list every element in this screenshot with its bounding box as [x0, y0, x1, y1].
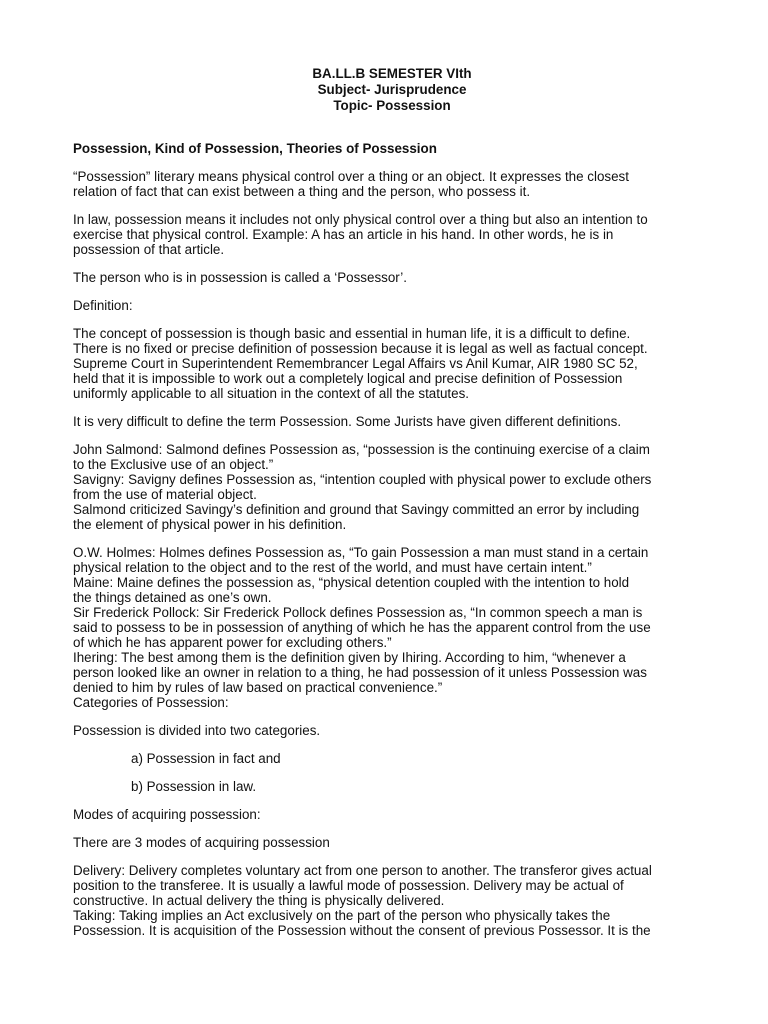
paragraph-jurists-intro: It is very difficult to define the term Possession. Some Jurists have given different definitions. [73, 414, 622, 429]
header-topic: Topic- Possession [333, 98, 451, 113]
section-title: Possession, Kind of Possession, Theories of Possession [73, 141, 437, 156]
header-subject: Subject- Jurisprudence [317, 82, 467, 97]
paragraph-modes-count: There are 3 modes of acquiring possession [73, 835, 330, 850]
document-page [73, 66, 703, 938]
paragraph-modes-heading: Modes of acquiring possession: [73, 807, 261, 822]
list-item-possession-in-fact: a) Possession in fact and [131, 751, 281, 766]
paragraph-holmes-maine-pollock-ihering: O.W. Holmes: Holmes defines Possession as, “To gain Possession a man must stand in a certain physical relation to the object and to the rest of the world, and must have certain intent.” Maine: Maine defines the possession as, “physical detention coupled with the intention to hold the things detained as one’s own. Sir Frederick Pollock: Sir Frederick Pollock defines Possession as, “In common speech a man is said to possess to be in possession of anything of which he has the apparent control from the use of which he has apparent power for excluding others.” Ihering: The best among them is the definition given by Ihiring. According to him, “whenever a person looked like an owner in relation to a thing, he had possession of it unless Possession was denied to him by rules of law based on practical convenience.” Categories of Possession: [73, 545, 651, 710]
list-item-possession-in-law: b) Possession in law. [131, 779, 257, 794]
paragraph-delivery-taking: Delivery: Delivery completes voluntary act from one person to another. The transferor gives actual position to the transferee. It is usually a lawful mode of possession. Delivery may be actual of constructive. In actual delivery the thing is physically delivered. Taking: Taking implies an Act exclusively on the part of the person who physically takes the Possession. It is acquisition of the Possession without the consent of previous Possessor. It is the [73, 863, 652, 938]
paragraph-possession-in-law: In law, possession means it includes not only physical control over a thing but also an intention to exercise that physical control. Example: A has an article in his hand. In other words, he is in possession of that article. [73, 212, 648, 257]
paragraph-concept: The concept of possession is though basic and essential in human life, it is a difficult to define. There is no fixed or precise definition of possession because it is legal as well as factual concept. Supreme Court in Superintendent Remembrancer Legal Affairs vs Anil Kumar, AIR 1980 SC 52, held that it is impossible to work out a completely logical and precise definition of Possession uniformly applicable to all situation in the context of all the statutes. [73, 326, 648, 401]
document-header [73, 66, 703, 114]
paragraph-definition-heading: Definition: [73, 298, 133, 313]
paragraph-possession-meaning: “Possession” literary means physical control over a thing or an object. It expresses the closest relation of fact that can exist between a thing and the person, who possess it. [73, 169, 629, 199]
paragraph-possessor: The person who is in possession is called a ‘Possessor’. [73, 270, 407, 285]
paragraph-categories-intro: Possession is divided into two categories. [73, 723, 321, 738]
paragraph-salmond-savigny: John Salmond: Salmond defines Possession as, “possession is the continuing exercise of a claim to the Exclusive use of an object.” Savigny: Savigny defines Possession as, “intention coupled with physical power to exclude others from the use of material object. Salmond criticized Savingy’s definition and ground that Savingy committed an error by including the element of physical power in his definition. [73, 442, 652, 532]
header-semester: BA.LL.B SEMESTER VIth [312, 66, 472, 81]
